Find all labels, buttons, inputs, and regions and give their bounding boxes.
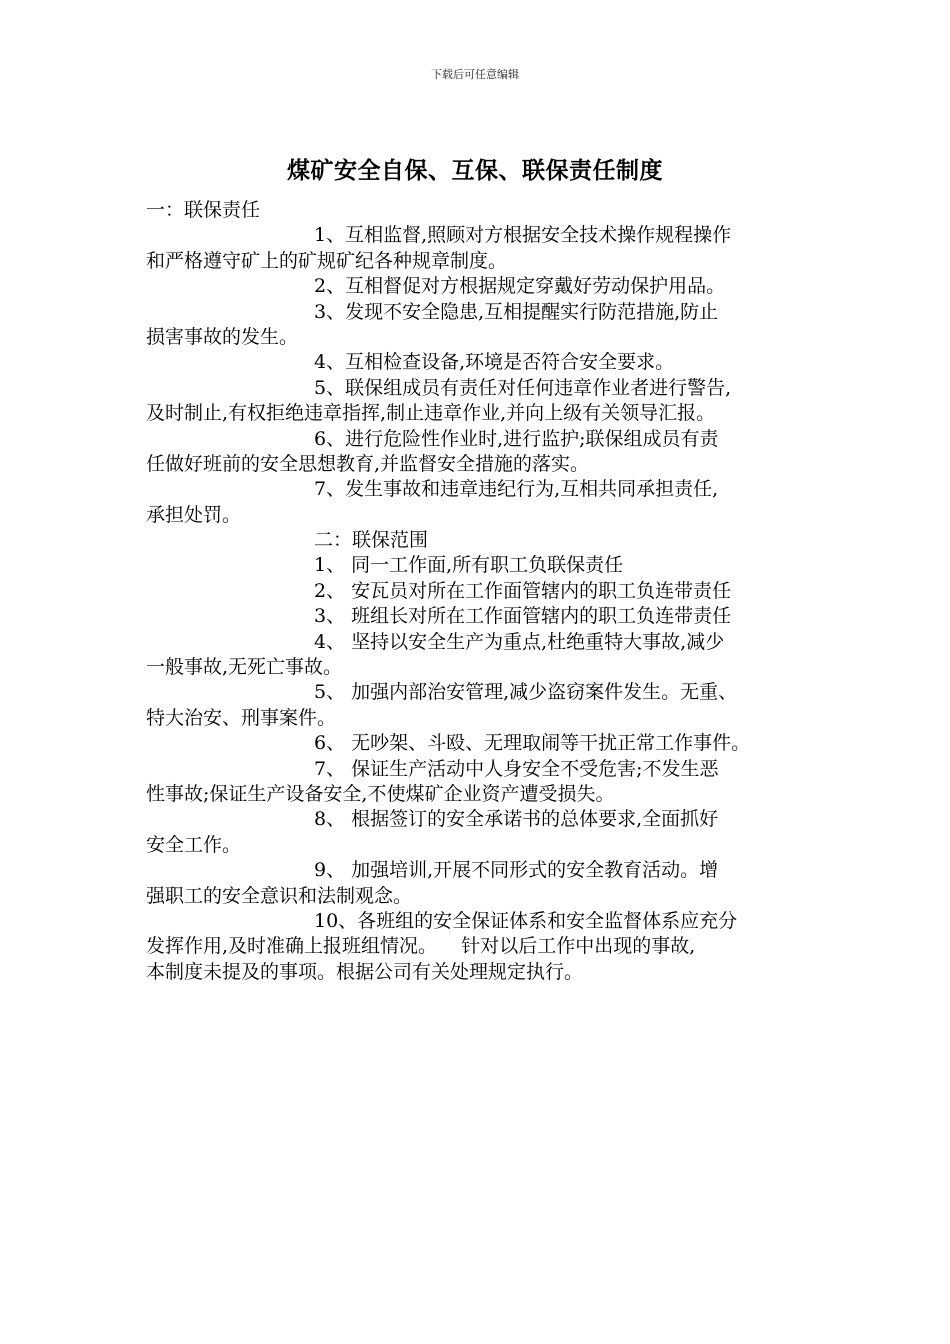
document-body [146, 198, 806, 985]
text-line: 5、 加强内部治安管理,减少盗窃案件发生。无重、 [314, 681, 738, 704]
text-line: 二：联保范围 [314, 529, 429, 552]
text-line: 1、 同一工作面,所有职工负联保责任 [314, 554, 624, 577]
text-line: 7、发生事故和违章违纪行为,互相共同承担责任, [314, 478, 719, 501]
text-line: 10、各班组的安全保证体系和安全监督体系应充分 [314, 909, 738, 932]
document-title: 煤矿安全自保、互保、联保责任制度 [287, 158, 663, 184]
text-line: 承担处罚。 [146, 503, 242, 526]
text-line: 7、 保证生产活动中人身安全不受危害;不发生恶 [314, 757, 719, 780]
text-line: 1、互相监督,照顾对方根据安全技术操作规程操作 [314, 224, 732, 247]
text-line: 安全工作。 [146, 833, 242, 856]
text-line: 2、 安瓦员对所在工作面管辖内的职工负连带责任 [314, 579, 732, 602]
text-line: 8、 根据签订的安全承诺书的总体要求,全面抓好 [314, 808, 719, 831]
text-line: 4、 坚持以安全生产为重点,杜绝重特大事故,减少 [314, 630, 725, 653]
text-line: 发挥作用,及时准确上报班组情况。 针对以后工作中出现的事故, [146, 935, 696, 958]
text-line: 和严格遵守矿上的矿规矿纪各种规章制度。 [146, 249, 508, 272]
section-heading: 一：联保责任 [146, 199, 261, 221]
text-line: 5、联保组成员有责任对任何违章作业者进行警告, [314, 376, 732, 399]
text-line: 2、互相督促对方根据规定穿戴好劳动保护用品。 [314, 275, 726, 298]
text-line: 6、 无吵架、斗殴、无理取闹等干扰正常工作事件。 [314, 732, 751, 755]
text-line: 4、互相检查设备,环境是否符合安全要求。 [314, 351, 675, 374]
page-header: 下载后可任意编辑 [431, 68, 519, 81]
text-line: 本制度未提及的事项。根据公司有关处理规定执行。 [146, 960, 584, 983]
text-line: 6、进行危险性作业时,进行监护;联保组成员有责 [314, 427, 719, 450]
text-line: 损害事故的发生。 [146, 325, 299, 348]
text-line: 强职工的安全意识和法制观念。 [146, 884, 413, 907]
text-line: 3、 班组长对所在工作面管辖内的职工负连带责任 [314, 605, 732, 628]
text-line: 任做好班前的安全思想教育,并监督安全措施的落实。 [146, 452, 590, 475]
paragraph-lines [146, 223, 806, 985]
text-line: 性事故;保证生产设备安全,不使煤矿企业资产遭受损失。 [146, 782, 615, 805]
text-line: 9、 加强培训,开展不同形式的安全教育活动。增 [314, 859, 719, 882]
text-line: 特大治安、刑事案件。 [146, 706, 337, 729]
text-line: 及时制止,有权拒绝违章指挥,制止违章作业,并向上级有关领导汇报。 [146, 402, 716, 425]
text-line: 3、发现不安全隐患,互相提醒实行防范措施,防止 [314, 300, 719, 323]
text-line: 一般事故,无死亡事故。 [146, 656, 343, 679]
